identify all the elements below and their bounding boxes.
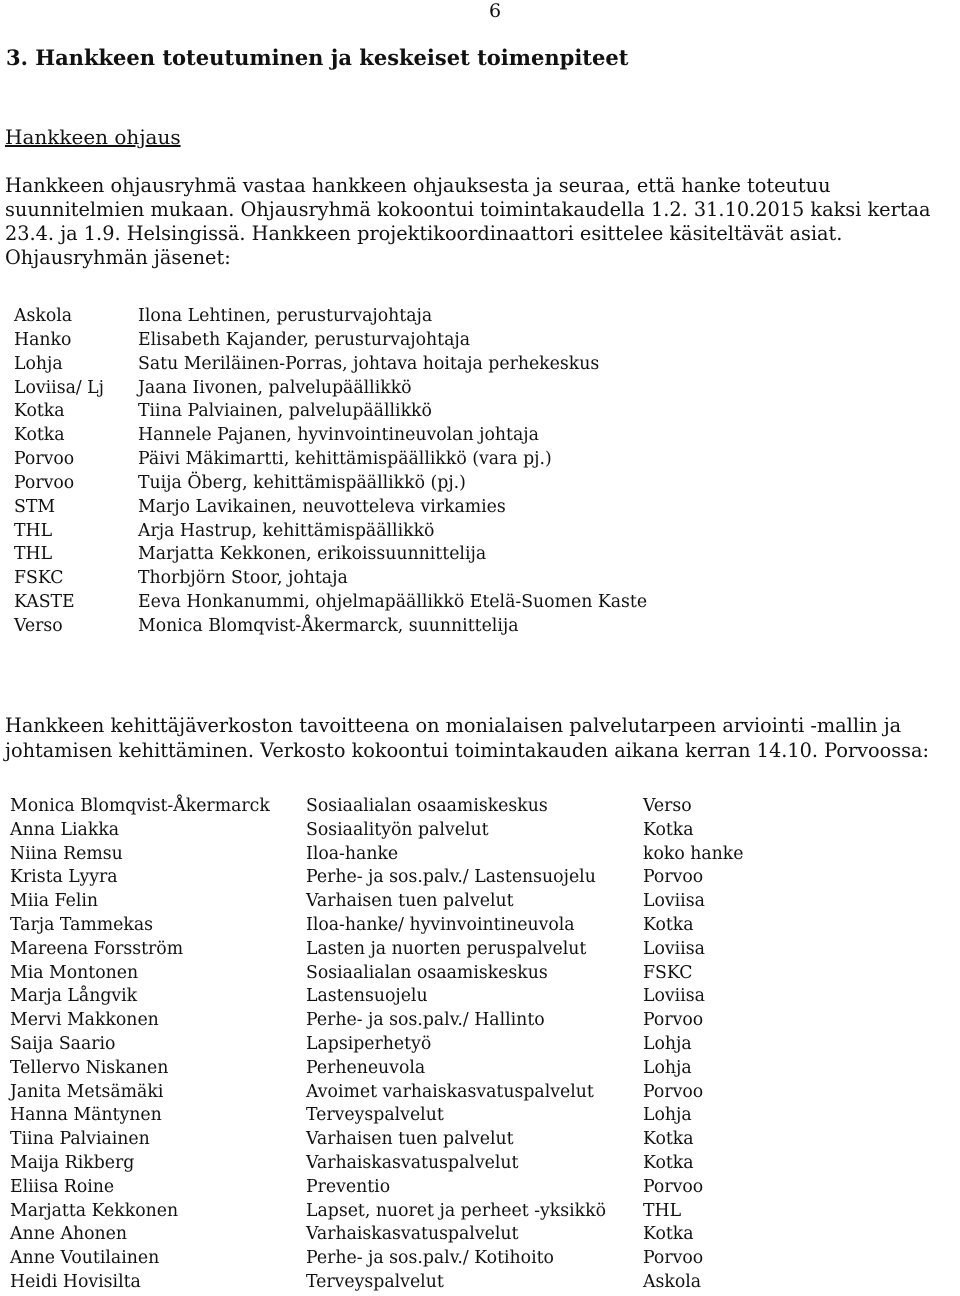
network-member-unit: Preventio xyxy=(306,1176,391,1197)
network-row xyxy=(10,962,744,986)
member-organization: Lohja xyxy=(14,353,63,374)
network-member-name: Anne Ahonen xyxy=(10,1224,127,1245)
network-members-list xyxy=(10,795,744,1295)
network-member-name: Heidi Hovisilta xyxy=(10,1271,141,1292)
network-member-name: Anna Liakka xyxy=(10,819,120,840)
network-row xyxy=(10,1057,744,1081)
member-organization: STM xyxy=(14,496,56,517)
network-member-name: Tarja Tammekas xyxy=(10,914,154,935)
member-person: Arja Hastrup, kehittämispäällikkö xyxy=(138,520,435,541)
member-person: Tiina Palviainen, palvelupäällikkö xyxy=(138,401,432,422)
member-organization: Kotka xyxy=(14,401,65,422)
member-row xyxy=(14,472,647,496)
network-member-unit: Perhe- ja sos.palv./ Kotihoito xyxy=(306,1248,554,1269)
network-member-place: Lohja xyxy=(643,1105,692,1126)
member-row xyxy=(14,615,647,639)
steering-group-paragraph xyxy=(5,174,960,270)
network-member-place: Kotka xyxy=(643,819,694,840)
network-member-name: Mia Montonen xyxy=(10,962,139,983)
network-member-unit: Terveyspalvelut xyxy=(306,1271,444,1292)
member-organization: THL xyxy=(14,520,53,541)
network-member-place: Verso xyxy=(643,796,692,816)
member-person: Jaana Iivonen, palvelupäällikkö xyxy=(138,377,412,398)
member-person: Elisabeth Kajander, perusturvajohtaja xyxy=(138,329,471,350)
member-person: Ilona Lehtinen, perusturvajohtaja xyxy=(138,306,433,326)
network-row xyxy=(10,1033,744,1057)
network-row xyxy=(10,938,744,962)
network-member-unit: Sosiaalialan osaamiskeskus xyxy=(306,796,548,816)
member-person: Päivi Mäkimartti, kehittämispäällikkö (vara pj.) xyxy=(138,449,552,470)
network-member-place: Lohja xyxy=(643,1057,692,1078)
member-person: Satu Meriläinen-Porras, johtava hoitaja perhekeskus xyxy=(138,353,600,374)
member-organization: Verso xyxy=(14,615,63,636)
network-member-unit: Lapsiperhetyö xyxy=(306,1033,432,1054)
section-heading: 3. Hankkeen toteutuminen ja keskeiset toimenpiteet xyxy=(6,45,629,70)
member-person: Thorbjörn Stoor, johtaja xyxy=(138,568,348,589)
member-row xyxy=(14,448,647,472)
network-member-unit: Perhe- ja sos.palv./ Lastensuojelu xyxy=(306,867,596,888)
paragraph-line: Ohjausryhmän jäsenet: xyxy=(5,246,231,269)
network-member-name: Janita Metsämäki xyxy=(10,1081,164,1102)
network-member-place: THL xyxy=(643,1200,682,1221)
network-member-name: Saija Saario xyxy=(10,1033,116,1054)
member-organization: Porvoo xyxy=(14,449,75,470)
network-row xyxy=(10,1009,744,1033)
network-member-name: Mervi Makkonen xyxy=(10,1010,159,1031)
member-organization: Loviisa/ Lj xyxy=(14,377,105,398)
network-member-place: Porvoo xyxy=(643,867,704,888)
network-row xyxy=(10,1176,744,1200)
member-row xyxy=(14,591,647,615)
member-row xyxy=(14,329,647,353)
network-member-name: Niina Remsu xyxy=(10,843,123,864)
member-organization: Porvoo xyxy=(14,472,75,493)
network-row xyxy=(10,1081,744,1105)
network-row xyxy=(10,1128,744,1152)
subheading: Hankkeen ohjaus xyxy=(5,125,181,149)
member-person: Hannele Pajanen, hyvinvointineuvolan johtaja xyxy=(138,425,539,446)
network-row xyxy=(10,819,744,843)
network-member-place: FSKC xyxy=(643,962,693,983)
network-row xyxy=(10,866,744,890)
network-member-unit: Varhaiskasvatuspalvelut xyxy=(306,1152,519,1173)
page-number: 6 xyxy=(489,0,502,22)
network-member-place: Lohja xyxy=(643,1033,692,1054)
network-member-name: Krista Lyyra xyxy=(10,867,118,888)
network-row xyxy=(10,1271,744,1295)
member-row xyxy=(14,543,647,567)
member-person: Eeva Honkanummi, ohjelmapäällikkö Etelä-Suomen Kaste xyxy=(138,592,648,613)
network-row xyxy=(10,914,744,938)
network-member-name: Hanna Mäntynen xyxy=(10,1105,162,1126)
network-member-place: Kotka xyxy=(643,1224,694,1245)
member-organization: THL xyxy=(14,544,53,565)
network-member-place: Porvoo xyxy=(643,1176,704,1197)
network-member-place: Askola xyxy=(643,1271,702,1292)
network-row xyxy=(10,795,744,819)
member-row xyxy=(14,567,647,591)
network-row xyxy=(10,1152,744,1176)
paragraph-line: Hankkeen ohjausryhmä vastaa hankkeen ohjauksesta ja seuraa, että hanke toteutuu xyxy=(5,174,831,197)
member-organization: Askola xyxy=(14,306,73,326)
member-row xyxy=(14,377,647,401)
network-member-place: Loviisa xyxy=(643,986,705,1007)
network-member-place: Loviisa xyxy=(643,938,705,959)
network-member-unit: Varhaiskasvatuspalvelut xyxy=(306,1224,519,1245)
member-row xyxy=(14,353,647,377)
member-person: Marjatta Kekkonen, erikoissuunnittelija xyxy=(138,544,487,565)
network-member-unit: Sosiaalialan osaamiskeskus xyxy=(306,962,548,983)
network-member-place: Porvoo xyxy=(643,1081,704,1102)
member-row xyxy=(14,496,647,520)
network-row xyxy=(10,843,744,867)
member-row xyxy=(14,424,647,448)
network-member-unit: Lastensuojelu xyxy=(306,986,428,1007)
network-member-place: Porvoo xyxy=(643,1248,704,1269)
network-row xyxy=(10,890,744,914)
network-member-place: Porvoo xyxy=(643,1010,704,1031)
network-member-name: Miia Felin xyxy=(10,891,99,912)
member-person: Tuija Öberg, kehittämispäällikkö (pj.) xyxy=(138,472,466,493)
network-member-place: Loviisa xyxy=(643,891,705,912)
network-row xyxy=(10,1104,744,1128)
member-person: Monica Blomqvist-Åkermarck, suunnittelija xyxy=(138,615,519,636)
network-member-name: Tellervo Niskanen xyxy=(10,1057,169,1078)
network-member-unit: Iloa-hanke/ hyvinvointineuvola xyxy=(306,914,575,935)
paragraph-line: johtamisen kehittäminen. Verkosto kokoontui toimintakauden aikana kerran 14.10. Porvoossa: xyxy=(5,739,930,762)
network-member-unit: Lapset, nuoret ja perheet -yksikkö xyxy=(306,1200,607,1221)
network-member-name: Monica Blomqvist-Åkermarck xyxy=(10,796,270,816)
network-member-name: Tiina Palviainen xyxy=(10,1129,150,1150)
paragraph-line: 23.4. ja 1.9. Helsingissä. Hankkeen projektikoordinaattori esittelee käsiteltävät asiat. xyxy=(5,222,843,245)
network-member-unit: Varhaisen tuen palvelut xyxy=(306,891,514,912)
network-row xyxy=(10,985,744,1009)
paragraph-line: suunnitelmien mukaan. Ohjausryhmä kokoontui toimintakaudella 1.2. 31.10.2015 kaksi kertaa xyxy=(5,198,931,221)
paragraph-line: Hankkeen kehittäjäverkoston tavoitteena on monialaisen palvelutarpeen arviointi -mallin ja xyxy=(5,714,902,737)
network-member-name: Maija Rikberg xyxy=(10,1152,135,1173)
member-organization: Hanko xyxy=(14,329,72,350)
network-member-unit: Terveyspalvelut xyxy=(306,1105,444,1126)
network-member-unit: Lasten ja nuorten peruspalvelut xyxy=(306,938,587,959)
network-member-place: koko hanke xyxy=(643,843,744,864)
network-member-name: Mareena Forsström xyxy=(10,938,184,959)
network-member-unit: Perheneuvola xyxy=(306,1057,426,1078)
member-row xyxy=(14,400,647,424)
member-organization: Kotka xyxy=(14,425,65,446)
network-member-unit: Iloa-hanke xyxy=(306,843,399,864)
network-row xyxy=(10,1200,744,1224)
member-row xyxy=(14,520,647,544)
network-member-place: Kotka xyxy=(643,1129,694,1150)
network-member-unit: Avoimet varhaiskasvatuspalvelut xyxy=(306,1081,594,1102)
network-row xyxy=(10,1247,744,1271)
network-member-name: Marjatta Kekkonen xyxy=(10,1200,179,1221)
network-member-name: Anne Voutilainen xyxy=(10,1248,160,1269)
network-member-unit: Sosiaalityön palvelut xyxy=(306,819,489,840)
member-row xyxy=(14,305,647,329)
network-paragraph xyxy=(5,713,960,763)
network-member-unit: Perhe- ja sos.palv./ Hallinto xyxy=(306,1010,545,1031)
member-organization: KASTE xyxy=(14,592,75,613)
network-member-name: Eliisa Roine xyxy=(10,1176,115,1197)
member-person: Marjo Lavikainen, neuvotteleva virkamies xyxy=(138,496,506,517)
network-member-unit: Varhaisen tuen palvelut xyxy=(306,1129,514,1150)
network-member-place: Kotka xyxy=(643,1152,694,1173)
steering-members-list xyxy=(14,305,647,639)
network-member-place: Kotka xyxy=(643,914,694,935)
network-member-name: Marja Långvik xyxy=(10,986,138,1007)
network-row xyxy=(10,1223,744,1247)
member-organization: FSKC xyxy=(14,568,64,589)
